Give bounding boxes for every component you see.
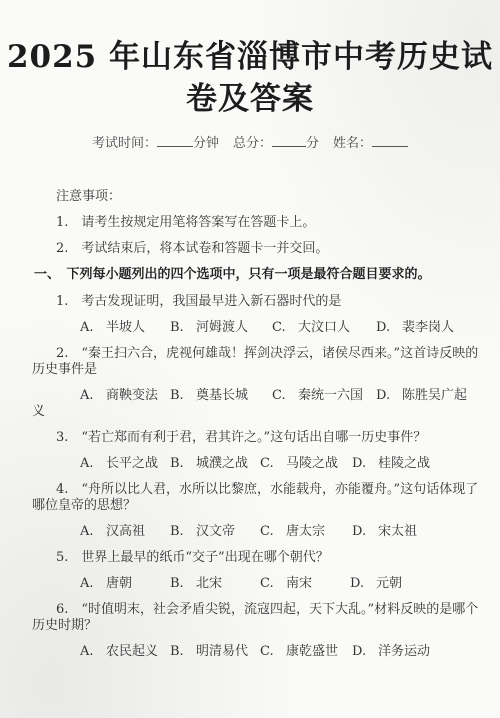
option-a: A. 长平之战 (80, 456, 159, 471)
option-d: D. 裴李岗人 (376, 320, 455, 335)
time-label: 考试时间： (91, 136, 157, 151)
question-text-cont: 历史事件是 (32, 362, 98, 377)
name-blank (372, 134, 408, 147)
option-a: A. 汉高祖 (80, 524, 146, 539)
option-b: B. 城濮之战 (170, 456, 249, 471)
title-line-1: 2025 年山东省淄博市中考历史试 (6, 39, 494, 75)
option-d: D. 洋务运动 (352, 644, 431, 659)
option-a: A. 唐朝 (80, 576, 133, 591)
name-label: 姓名： (333, 136, 373, 151)
option-c: C. 马陵之战 (260, 456, 339, 471)
option-wrap: 义 (32, 404, 46, 419)
time-unit: 分钟 (192, 136, 219, 151)
option-b: B. 河姆渡人 (170, 320, 249, 335)
option-d: D. 宋太祖 (352, 524, 418, 539)
option-a: A. 商鞅变法 (80, 388, 159, 403)
notes-heading: 注意事项： (56, 189, 122, 204)
question-text: 6. “时值明末，社会矛盾尖锐，流寇四起，天下大乱。”材料反映的是哪个 (56, 602, 479, 617)
question-text-cont: 历史时期？ (32, 618, 98, 633)
exam-meta (0, 132, 500, 151)
exam-title (0, 36, 500, 120)
time-blank (157, 134, 193, 147)
question-text: 3. “若亡郑而有利于君，君其许之。”这句话出自哪一历史事件？ (56, 430, 427, 445)
question-text: 2. “秦王扫六合，虎视何雄哉！挥剑决浮云，诸侯尽西来。”这首诗反映的 (56, 346, 479, 361)
option-b: B. 奠基长城 (170, 388, 249, 403)
question-text: 4. “舟所以比人君，水所以比黎庶，水能载舟，亦能覆舟。”这句话体现了 (56, 482, 479, 497)
option-d: D. 元朝 (350, 576, 403, 591)
score-label: 总分： (232, 136, 272, 151)
option-c: C. 康乾盛世 (260, 644, 339, 659)
option-c: C. 南宋 (260, 576, 313, 591)
option-a: A. 半坡人 (80, 320, 146, 335)
option-c: C. 唐太宗 (260, 524, 326, 539)
question-text: 1. 考古发现证明，我国最早进入新石器时代的是 (56, 294, 342, 309)
option-d: D. 桂陵之战 (352, 456, 431, 471)
option-c: C. 大汶口人 (272, 320, 351, 335)
option-b: B. 北宋 (170, 576, 223, 591)
option-d: D. 陈胜吴广起 (376, 388, 468, 403)
note-item: 2. 考试结束后，将本试卷和答题卡一并交回。 (56, 241, 329, 256)
option-b: B. 汉文帝 (170, 524, 236, 539)
title-line-2: 卷及答案 (186, 81, 314, 117)
option-b: B. 明清易代 (170, 644, 249, 659)
option-a: A. 农民起义 (80, 644, 159, 659)
question-text-cont: 哪位皇帝的思想？ (32, 498, 137, 513)
question-text: 5. 世界上最早的纸币“交子”出现在哪个朝代？ (56, 550, 329, 565)
score-blank (272, 134, 306, 147)
option-c: C. 秦统一六国 (272, 388, 364, 403)
score-unit: 分 (306, 136, 320, 151)
section-heading: 一、 下列每小题列出的四个选项中，只有一项是最符合题目要求的。 (34, 267, 431, 282)
note-item: 1. 请考生按规定用笔将答案写在答题卡上。 (56, 215, 316, 230)
